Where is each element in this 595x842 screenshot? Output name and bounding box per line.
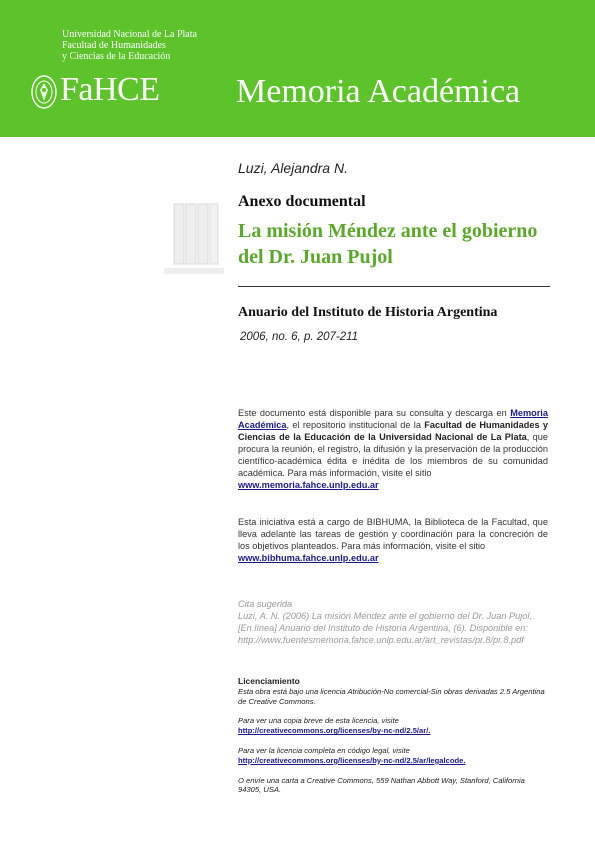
- document-type: Anexo documental: [238, 193, 366, 210]
- license-brief-label: Para ver una copia breve de esta licencia, visite: [238, 716, 399, 726]
- faculty-logo-text: FaHCE: [60, 71, 160, 108]
- license-letter: O envíe una carta a Creative Commons, 559 Nathan Abbott Way, Stanford, California 94305, USA.: [238, 775, 525, 795]
- memoria-site-link[interactable]: www.memoria.fahce.unlp.edu.ar: [238, 480, 379, 490]
- bibhuma-paragraph: [238, 516, 548, 564]
- license-full-label: Para ver la licencia completa en código legal, visite: [238, 745, 410, 755]
- university-name: [62, 29, 197, 62]
- license-section: [238, 677, 550, 795]
- university-line: Universidad Nacional de La Plata: [62, 29, 197, 40]
- publication-info: 2006, no. 6, p. 207-211: [240, 331, 359, 343]
- books-watermark-icon: [164, 200, 224, 280]
- license-description: Esta obra está bajo una licencia Atribución-No comercial-Sin obras derivadas 2.5 Argentina de Creative Commons.: [238, 686, 545, 706]
- faculty-line-2: y Ciencias de la Educación: [62, 51, 171, 62]
- repository-title: Memoria Académica: [236, 73, 521, 110]
- divider: [238, 286, 550, 287]
- license-brief-link[interactable]: http://creativecommons.org/licenses/by-nc-nd/2.5/ar/.: [238, 726, 431, 736]
- header-banner: [0, 0, 595, 137]
- university-seal-icon: [30, 74, 58, 110]
- license-full-link[interactable]: http://creativecommons.org/licenses/by-nc-nd/2.5/ar/legalcode.: [238, 755, 466, 765]
- bibhuma-text: Esta iniciativa está a cargo de BIBHUMA, la Biblioteca de la Facultad, que lleva adelante las tareas de gestión y coordinación para la concreción de los objetivos planteados. Para más información, visite el sitio: [238, 517, 548, 551]
- availability-text-3: , que procura la reunión, el registro, la difusión y la preservación de la producción científico-académica édita e inédita de los miembros de su comunidad académica. Para más información, visite el sitio: [238, 432, 548, 478]
- suggested-citation: [238, 598, 548, 646]
- availability-text-2: , el repositorio institucional de la: [286, 420, 421, 430]
- author-name: Luzi, Alejandra N.: [238, 160, 348, 176]
- faculty-line: Facultad de Humanidades: [62, 40, 166, 51]
- availability-paragraph: [238, 407, 548, 491]
- license-title: Licenciamiento: [238, 676, 300, 686]
- journal-title: Anuario del Instituto de Historia Argentina: [238, 305, 498, 320]
- availability-text-1: Este documento está disponible para su consulta y descarga en: [238, 408, 507, 418]
- citation-text: Luzi, A. N. (2006) La misión Méndez ante el gobierno del Dr. Juan Pujol. [En línea] Anuario del Instituto de Historia Argentina, (6). Disponible en: http://www.fuentesmemoria.fahce.unlp.edu.ar/art_revistas/pr.8/pr.8.pdf: [238, 611, 532, 645]
- citation-label: Cita sugerida: [238, 599, 293, 609]
- memoria-academica-link[interactable]: Memoria Académica: [238, 408, 548, 430]
- bibhuma-site-link[interactable]: www.bibhuma.fahce.unlp.edu.ar: [238, 553, 379, 563]
- faculty-full-name: Facultad de Humanidades y Ciencias de la Educación de la Universidad Nacional de La Plata: [238, 420, 548, 442]
- document-title: La misión Méndez ante el gobierno del Dr. Juan Pujol: [238, 220, 538, 268]
